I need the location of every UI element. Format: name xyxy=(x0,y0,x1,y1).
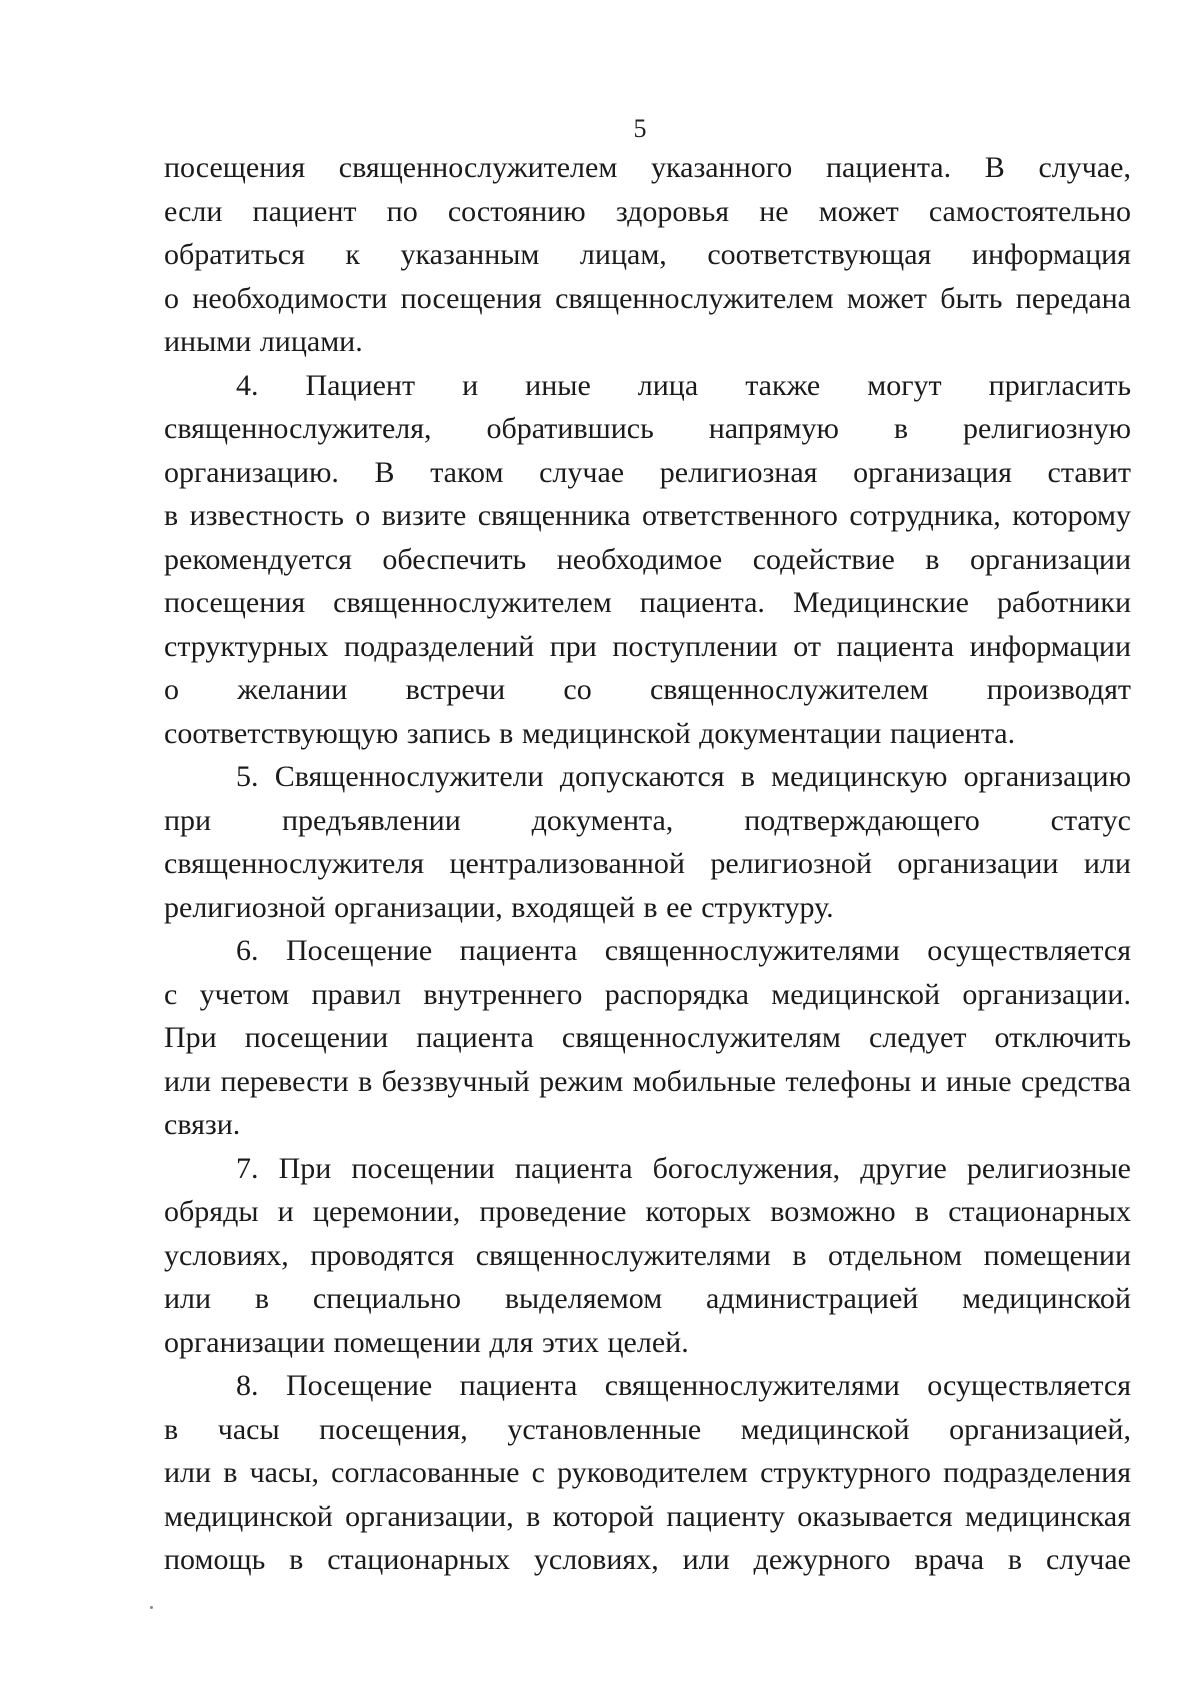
text-line: при предъявлении документа, подтверждающего статус xyxy=(164,803,1131,837)
text-line: рекомендуется обеспечить необходимое содействие в организации xyxy=(164,542,1131,576)
text-line: посещения священнослужителем пациента. Медицинские работники xyxy=(164,586,1131,619)
text-line: организацию. В таком случае религиозная организация ставит xyxy=(164,455,1131,489)
text-line: с учетом правил внутреннего распорядка медицинской организации. xyxy=(164,977,1131,1011)
text-line: 7. При посещении пациента богослужения, другие религиозные xyxy=(236,1151,1131,1185)
text-line: в часы посещения, установленные медицинской организацией, xyxy=(164,1412,1131,1446)
text-line: соответствующую запись в медицинской документации пациента. xyxy=(164,716,1016,750)
text-line: 5. Священнослужители допускаются в медицинскую организацию xyxy=(236,760,1131,793)
text-line: религиозной организации, входящей в ее структуру. xyxy=(164,890,834,924)
document-body xyxy=(164,146,1131,1582)
text-line: помощь в стационарных условиях, или дежурного врача в случае xyxy=(164,1543,1131,1576)
text-line: структурных подразделений при поступлении от пациента информации xyxy=(164,629,1131,663)
text-line: в известность о визите священника ответственного сотрудника, которому xyxy=(164,499,1131,532)
text-line: посещения священнослужителем указанного пациента. В случае, xyxy=(164,151,1131,184)
text-line: иными лицами. xyxy=(164,325,363,358)
text-line: При посещении пациента священнослужителям следует отключить xyxy=(164,1021,1131,1054)
page-number: 5 xyxy=(633,114,647,143)
text-line: 8. Посещение пациента священнослужителями осуществляется xyxy=(236,1369,1131,1402)
paragraph-item-8 xyxy=(164,1364,1131,1582)
scan-speck xyxy=(150,1606,153,1609)
text-line: условиях, проводятся священнослужителями в отдельном помещении xyxy=(164,1238,1131,1272)
text-line: о необходимости посещения священнослужителем может быть передана xyxy=(164,281,1131,315)
text-line: обратиться к указанным лицам, соответствующая информация xyxy=(164,238,1131,271)
paragraph-item-4 xyxy=(164,364,1131,756)
paragraph-item-7 xyxy=(164,1147,1131,1365)
paragraph-item-5 xyxy=(164,755,1131,929)
text-line: 4. Пациент и иные лица также могут пригласить xyxy=(236,368,1131,402)
text-line: или в часы, согласованные с руководителем структурного подразделения xyxy=(164,1456,1131,1489)
text-line: медицинской организации, в которой пациенту оказывается медицинская xyxy=(164,1499,1131,1533)
text-line: организации помещении для этих целей. xyxy=(164,1325,689,1359)
text-line: или в специально выделяемом администрацией медицинской xyxy=(164,1282,1131,1315)
text-line: или перевести в беззвучный режим мобильные телефоны и иные средства xyxy=(164,1064,1131,1098)
text-line: связи. xyxy=(164,1108,241,1141)
paragraph-item-6 xyxy=(164,929,1131,1147)
text-line: 6. Посещение пациента священнослужителями осуществляется xyxy=(236,934,1131,967)
paragraph-continuation xyxy=(164,146,1131,364)
text-line: обряды и церемонии, проведение которых возможно в стационарных xyxy=(164,1195,1131,1228)
text-line: о желании встречи со священнослужителем производят xyxy=(164,673,1131,706)
text-line: священнослужителя, обратившись напрямую в религиозную xyxy=(164,412,1131,445)
text-line: если пациент по состоянию здоровья не может самостоятельно xyxy=(164,194,1131,228)
text-line: священнослужителя централизованной религиозной организации или xyxy=(164,847,1131,880)
